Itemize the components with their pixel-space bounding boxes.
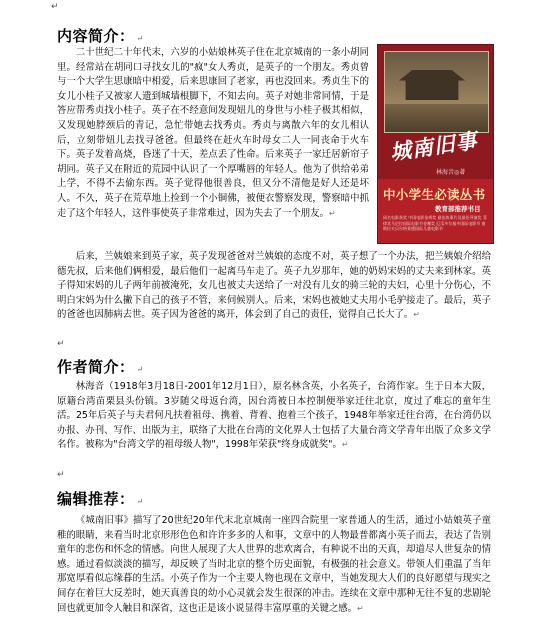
editor-heading-text: 编辑推荐： <box>57 490 135 508</box>
editor-text: 《城南旧事》描写了20世纪20年代末北京城南一座四合院里一家普通人的生活，通过小姑娘英子童稚的眼睛，来看当时北京形形色色和许许多多的人和事，文章中的人物最普都离小英子而去，表达了告别童年的悲伤和怀念的情感。向世人展现了大人世界的悲欢离合，有种说不出的天真，却道尽人世复杂的情感。通过看似淡淡的描写，却反映了当时北京的整个历史面貌，有极强的社会意义。带领人们重温了当年那宽厚看似忘缘暮的生活。小英子作为一个主要人物也现在文章中，当她发现大人们的良好愿望与现实之间存在着巨大反差时，她天真善良的幼小心灵就会发生很深的冲击。连续在文章中那种无往不复的悲剧轮回也就更加令人触目和深省，这也正是该小说显得丰富厚重的关键之感。 <box>57 515 491 614</box>
editor-paragraph: 《城南旧事》描写了20世纪20年代末北京城南一座四合院里一家普通人的生活，通过小姑娘英子童稚的眼睛，来看当时北京形形色色和许许多多的人和事，文章中的人物最普都离小英子而去，表达了告别童年的悲伤和怀念的情感。向世人展现了大人世界的悲欢离合，有种说不出的天真，却道尽人世复杂的情感。通过看似淡淡的描写，却反映了当时北京的整个历史面貌，有极强的社会意义。带领人们重温了当年那宽厚看似忘缘暮的生活。小英子作为一个主要人物也现在文章中，当她发现大人们的良好愿望与现实之间存在着巨大反差时，她天真善良的幼小心灵就会发生很深的冲击。连续在文章中那种无往不复的悲剧轮回也就更加令人触目和深省，这也正是该小说显得丰富厚重的关键之感。↵ <box>57 515 491 614</box>
cover-author: 林海音◎著 <box>436 169 466 176</box>
cover-subtitle: 教育部推荐书目 <box>435 205 481 213</box>
author-text: 林海音（1918年3月18日-2001年12月1日），原名林含英，小名英子，台湾作家。生于日本大阪，原籍台湾苗栗县头份镇。3岁随父母返台湾，因台湾被日本控制便举家迁往北京，度过了难忘的童年生活。25年后英子与夫君何凡扶着祖母、携着、背着、抱着三个孩子，1948年举家迁往台湾，在台湾仍以办报、办刊、写作、出版为主，联络了大批在台湾的文化界人士包括了大量台湾文学青年出版了众多文学名作。被称为"台湾文学的祖母级人物"，1998年荣获"终身成就奖"。 <box>57 381 491 451</box>
author-heading: 作者简介： ↵ <box>57 358 144 376</box>
intro-paragraph-2: 后来，兰姨娘来到英子家，英子发现爸爸对兰姨娘的态度不对，英子想了一个办法，把兰姨娘介绍给德先叔，后来他们俩相爱，最后他们一起离马车走了。英子九岁那年，她的奶妈宋妈的丈夫来到林家。英子得知宋妈的儿子两年前被淹死，女儿也被丈夫送给了一对没有儿女的骑三轮的夫妇，心里十分伤心，不明白宋妈为什么撇下自己的孩子不管，来伺候别人。后来，宋妈也被她丈夫用小毛驴接走了。最后，英子的爸爸也因肺病去世。英子因为爸爸的离开，体会到了自己的责任，觉得自己长大了。↵ <box>57 251 491 321</box>
intro-text-2: 后来，兰姨娘来到英子家，英子发现爸爸对兰姨娘的态度不对，英子想了一个办法，把兰姨娘介绍给德先叔，后来他们俩相爱，最后他们一起离马车走了。英子九岁那年，她的奶妈宋妈的丈夫来到林家。英子得知宋妈的儿子两年前被淹死，女儿也被丈夫送给了一对没有儿女的骑三轮的夫妇，心里十分伤心，不明白宋妈为什么撇下自己的孩子不管，来伺候别人。后来，宋妈也被她丈夫用小毛驴接走了。最后，英子的爸爸也因肺病去世。英子因为爸爸的离开，体会到了自己的责任，觉得自己长大了。 <box>57 251 491 321</box>
intro-text: 二十世纪二十年代末，六岁的小姑娘林英子住在北京城南的一条小胡同里。经常站在胡同口寻找女儿的"疯"女人秀贞，是英子的一个朋友。秀贞曾与一个大学生思康暗中相爱，后来思康回了老家，再也没回来。秀贞生下的女儿小桂子又被家人遗到城墙根脚下，不知去向。英子对她非常同情，于是答应帮秀贞找小桂子。英子在不经意间发现妞儿的身世与小桂子极其相似，又发现她脖颈后的青记，急忙带她去找秀贞。秀贞与离散六年的女儿相认后，立刻带妞儿去找寻爸爸。但最终在赶火车时母女二人一同丧命于火车下。英子发着高烧，昏迷了十天，差点丢了性命。后来英子一家迁居新帘子胡同。英子又在附近的荒园中认识了一个厚嘴唇的年轻人。他为了供给弟弟上学，不得不去偷东西。英子觉得他很善良，但又分不清他是好人还是坏人。不久，英子在荒草地上捡到一个小铜佛，被便衣警察发现，警察暗中抓走了这个年轻人，这件事使英子非常难过，因为失去了一个朋友。 <box>57 47 369 219</box>
intro-paragraph-1: 二十世纪二十年代末，六岁的小姑娘林英子住在北京城南的一条小胡同里。经常站在胡同口寻找女儿的"疯"女人秀贞，是英子的一个朋友。秀贞曾与一个大学生思康暗中相爱，后来思康回了老家，再也没回来。秀贞生下的女儿小桂子又被家人遗到城墙根脚下，不知去向。英子对她非常同情，于是答应帮秀贞找小桂子。英子在不经意间发现妞儿的身世与小桂子极其相似，又发现她脖颈后的青记，急忙带她去找秀贞。秀贞与离散六年的女儿相认后，立刻带妞儿去找寻爸爸。但最终在赶火车时母女二人一同丧命于火车下。英子发着高烧，昏迷了十天，差点丢了性命。后来英子一家迁居新帘子胡同。英子又在附近的荒园中认识了一个厚嘴唇的年轻人。他为了供给弟弟上学，不得不去偷东西。英子觉得他很善良，但又分不清他是好人还是坏人。不久，英子在荒草地上捡到一个小铜佛，被便衣警察发现，警察暗中抓走了这个年轻人，这件事使英子非常难过，因为失去了一个朋友。↵ <box>57 47 369 219</box>
author-heading-text: 作者简介： <box>57 358 135 376</box>
author-paragraph: 林海音（1918年3月18日-2001年12月1日），原名林含英，小名英子，台湾作家。生于日本大阪，原籍台湾苗栗县头份镇。3岁随父母返台湾，因台湾被日本控制便举家迁往北京，度过了难忘的童年生活。25年后英子与夫君何凡扶着祖母、携着、背着、抱着三个孩子，1948年举家迁往台湾，在台湾仍以办报、办刊、写作、出版为主，联络了大批在台湾的文化界人士包括了大量台湾文学青年出版了众多文学名作。被称为"台湾文学的祖母级人物"，1998年荣获"终身成就奖"。↵ <box>57 381 491 451</box>
paragraph-mark: ↵ <box>51 2 59 12</box>
intro-heading-text: 内容简介： <box>57 27 135 45</box>
cover-series: 中小学生必读丛书 <box>383 187 486 202</box>
cover-title: 城南旧事 <box>388 127 480 165</box>
book-cover-image <box>378 45 493 243</box>
paragraph-mark: ↵ <box>57 470 65 480</box>
intro-heading: 内容简介： ↵ <box>57 27 144 45</box>
cover-photo-gate <box>384 51 489 133</box>
city-gate-icon <box>399 70 465 100</box>
paragraph-mark: ↵ <box>57 339 65 349</box>
cover-blurb: 同名电影获奖 中国电影金鸡奖 最佳故事片及最佳导演奖 菲律宾马尼拉国际电影节金鹰奖 厄瓜多尔基多国际电影节 南斯拉夫贝尔格莱德国际儿童电影节 <box>383 215 487 232</box>
editor-heading: 编辑推荐： ↵ <box>57 490 144 508</box>
